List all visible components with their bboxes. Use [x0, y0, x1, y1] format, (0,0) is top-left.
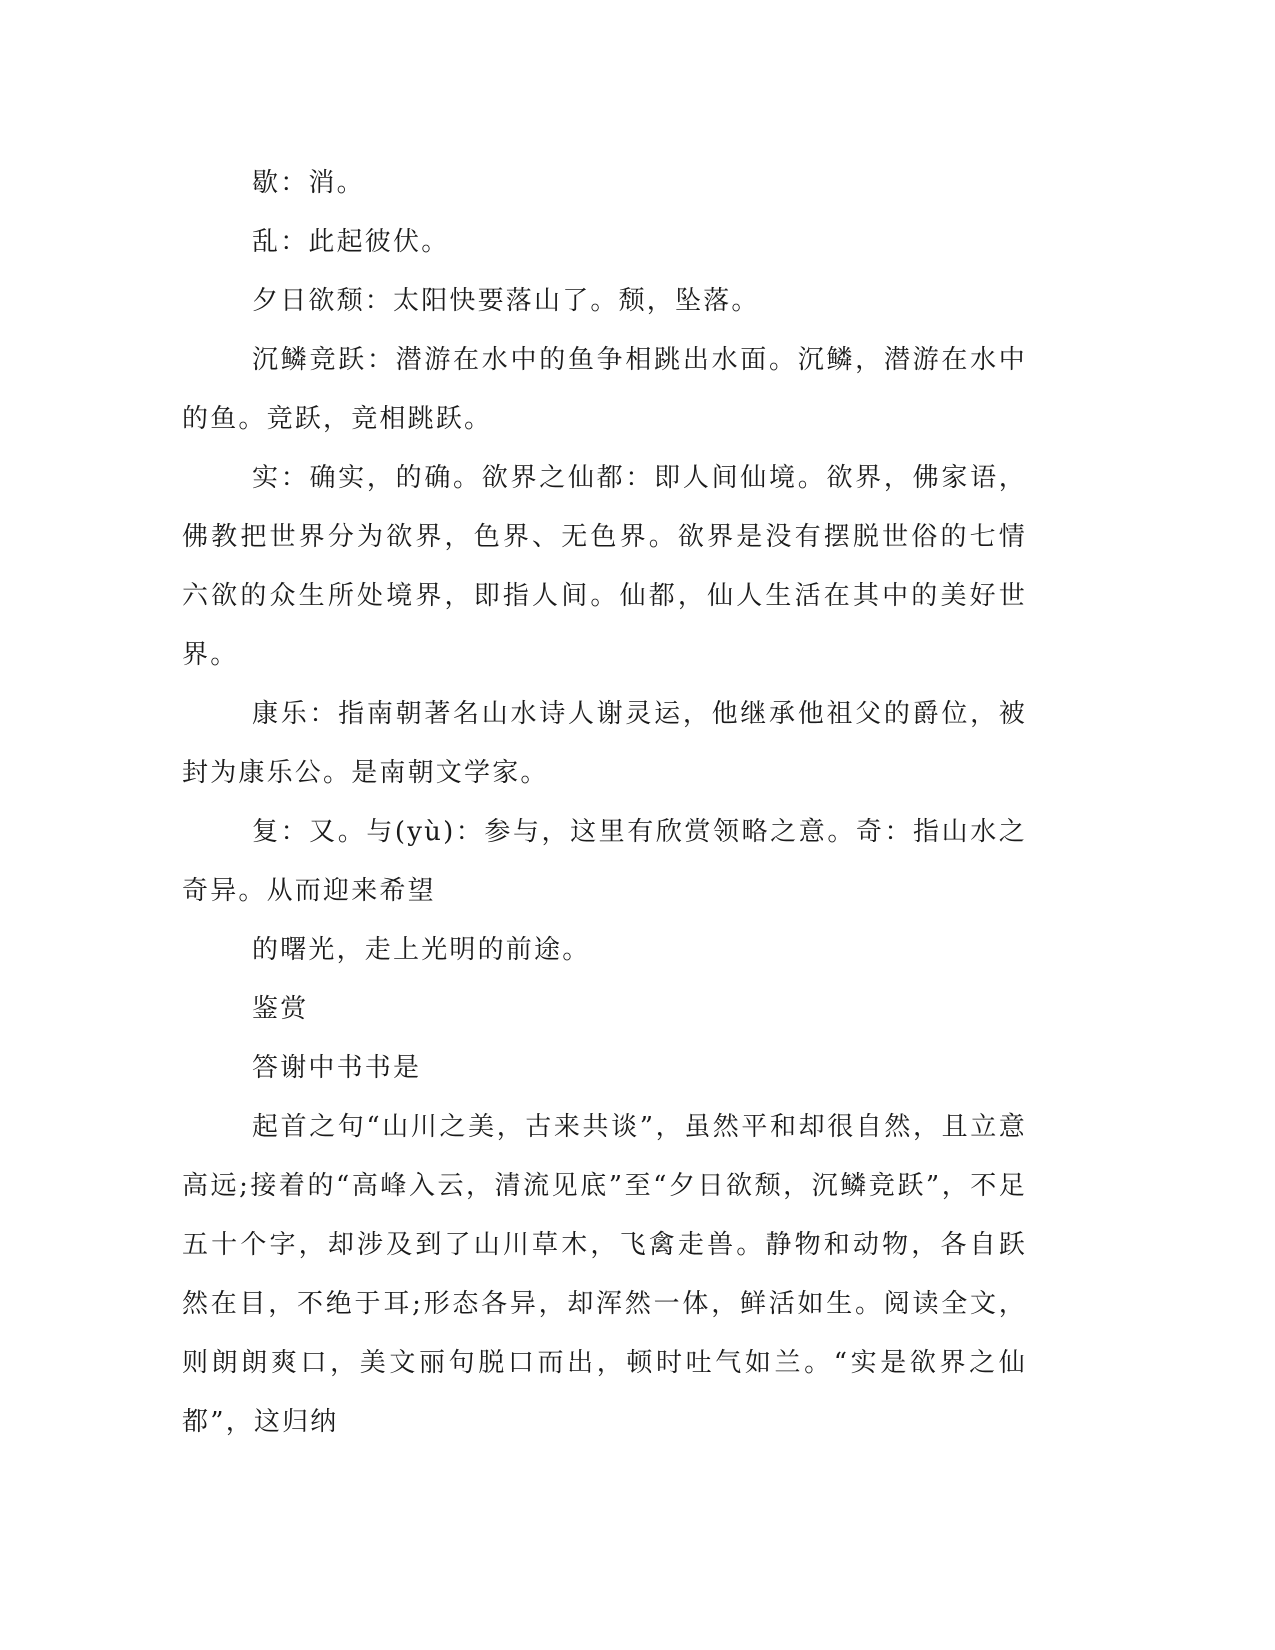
paragraph-note-luan: 乱：此起彼伏。 [252, 227, 450, 257]
paragraph-fragment: 的曙光，走上光明的前途。 [252, 935, 591, 965]
paragraph-appreciation: 起首之句“山川之美，古来共谈”，虽然平和却很自然，且立意高远;接着的“高峰入云，清流见底”至“夕日欲颓，沉鳞竞跃”，不足五十个字，却涉及到了山川草木，飞禽走兽。静物和动物，各自跃然在目，不绝于耳;形态各异，却浑然一体，鲜活如生。阅读全文，则朗朗爽口，美文丽句脱口而出，顿时吐气如兰。“实是欲界之仙都”，这归纳 [182, 1112, 1027, 1437]
paragraph-note-chenlin: 沉鳞竞跃：潜游在水中的鱼争相跳出水面。沉鳞，潜游在水中的鱼。竞跃，竞相跳跃。 [182, 345, 1027, 434]
paragraph-note-fu: 复：又。与(yù)：参与，这里有欣赏领略之意。奇：指山水之奇异。从而迎来希望 [182, 817, 1027, 906]
section-heading-jianshang: 鉴赏 [252, 994, 309, 1024]
paragraph-note-shi: 实：确实，的确。欲界之仙都：即人间仙境。欲界，佛家语，佛教把世界分为欲界，色界、无色界。欲界是没有摆脱世俗的七情六欲的众生所处境界，即指人间。仙都，仙人生活在其中的美好世界。 [182, 463, 1027, 670]
document-body [182, 154, 1027, 1452]
paragraph-note-xie: 歇：消。 [252, 168, 365, 198]
paragraph-note-kangle: 康乐：指南朝著名山水诗人谢灵运，他继承他祖父的爵位，被封为康乐公。是南朝文学家。 [182, 699, 1027, 788]
section-heading-title: 答谢中书书是 [252, 1053, 422, 1083]
paragraph-note-xiri: 夕日欲颓：太阳快要落山了。颓，坠落。 [252, 286, 760, 316]
